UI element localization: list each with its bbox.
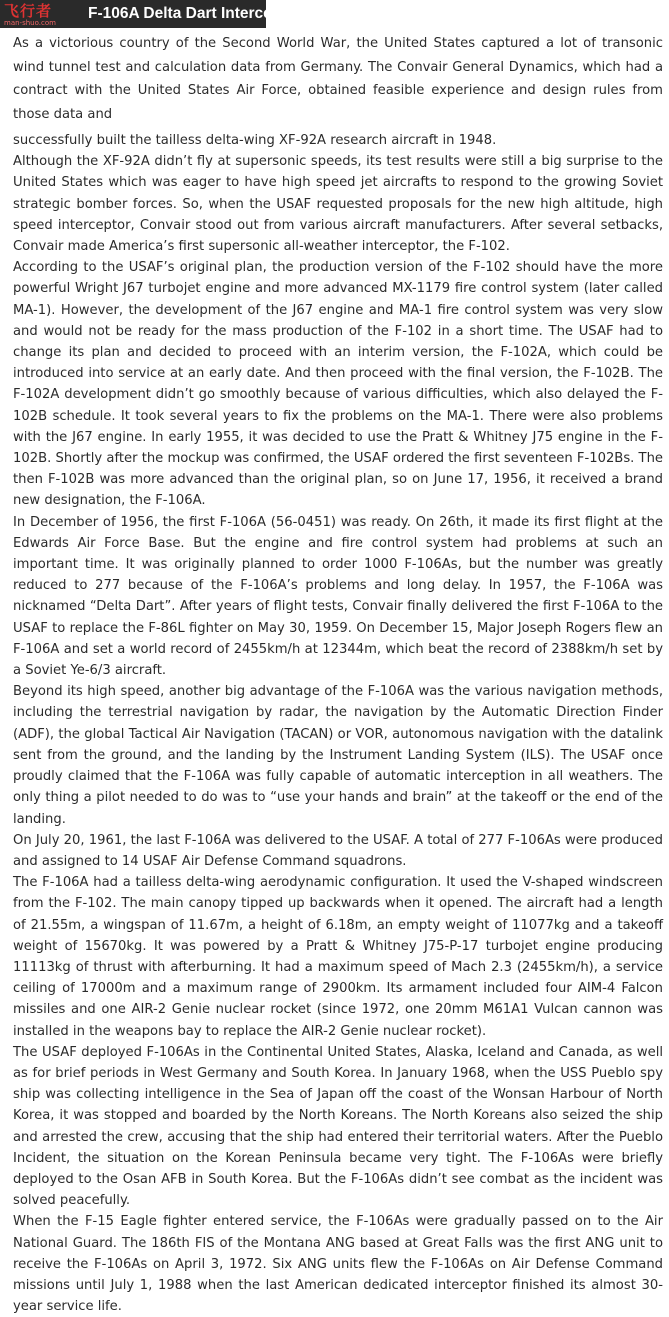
article-body	[13, 32, 663, 1317]
site-logo[interactable]	[4, 2, 84, 30]
paragraph-8: The USAF deployed F-106As in the Continental United States, Alaska, Iceland and Canada, as well as for brief periods in West Germany and South Korea. In January 1968, when the USS Pueblo spy ship was collecting intelligence in the Sea of Japan off the coast of the Wonsan Harbour of North Korea, it was stopped and boarded by the North Koreans. The North Koreans also seized the ship and arrested the crew, accusing that the ship had entered their territorial waters. After the Pueblo Incident, the situation on the Korean Peninsula became very tight. The F-106As were briefly deployed to the Osan AFB in South Korea. But the F-106As didn’t see combat as the incident was solved peacefully.	[13, 1044, 663, 1209]
paragraph-5: Beyond its high speed, another big advantage of the F-106A was the various navigation methods, including the terrestrial navigation by radar, the navigation by the Automatic Direction Finder (ADF), the global Tactical Air Navigation (TACAN) or VOR, autonomous navigation with the datalink sent from the ground, and the landing by the Instrument Landing System (ILS). The USAF once proudly claimed that the F-106A was fully capable of automatic interception in all weathers. The only thing a pilot needed to do was to “use your hands and brain” at the takeoff or the end of the landing.	[13, 684, 663, 827]
paragraph-7: The F-106A had a tailless delta-wing aerodynamic configuration. It used the V-shaped windscreen from the F-102. The main canopy tipped up backwards when it opened. The aircraft had a length of 21.55m, a wingspan of 11.67m, a height of 6.18m, an empty weight of 11077kg and a takeoff weight of 15670kg. It was powered by a Pratt & Whitney J75-P-17 turbojet engine producing 11113kg of thrust with afterburning. It had a maximum speed of Mach 2.3 (2455km/h), a service ceiling of 17000m and a maximum range of 2900km. Its armament included four AIM-4 Falcon missiles and one AIR-2 Genie nuclear rocket (since 1972, one 20mm M61A1 Vulcan cannon was installed in the weapons bay to replace the AIR-2 Genie nuclear rocket).	[13, 875, 663, 1039]
logo-url: man-shuo.com	[4, 19, 56, 27]
paragraph-2: Although the XF-92A didn’t fly at supersonic speeds, its test results were still a big surprise to the United States which was eager to have high speed jet aircrafts to respond to the growing Soviet strategic bomber forces. So, when the USAF requested proposals for the new high altitude, high speed interceptor, Convair stood out from various aircraft manufacturers. After several setbacks, Convair made America’s first supersonic all-weather interceptor, the F-102.	[13, 154, 663, 255]
logo-text: 飞行者	[4, 2, 53, 20]
page-title: F-106A Delta Dart Interceptor	[88, 5, 302, 22]
paragraph-1: As a victorious country of the Second World War, the United States captured a lot of transonic wind tunnel test and calculation data from Germany. The Convair General Dynamics, which had a contract with the United States Air Force, obtained feasible experience and design rules from those data and	[13, 36, 663, 122]
paragraph-4: In December of 1956, the first F-106A (56-0451) was ready. On 26th, it made its first flight at the Edwards Air Force Base. But the engine and fire control system had problems at such an important time. It was originally planned to order 1000 F-106As, but the number was greatly reduced to 277 because of the F-106A’s problems and long delay. In 1957, the F-106A was nicknamed “Delta Dart”. After years of flight tests, Convair finally delivered the first F-106A to the USAF to replace the F-86L fighter on May 30, 1959. On December 15, Major Joseph Rogers flew an F-106A and set a world record of 2455km/h at 12344m, which beat the record of 2388km/h set by a Soviet Ye-6/3 aircraft.	[13, 514, 663, 679]
paragraph-3: According to the USAF’s original plan, the production version of the F-102 should have the more powerful Wright J67 turbojet engine and more advanced MX-1179 fire control system (later called MA-1). However, the development of the J67 engine and MA-1 fire control system was very slow and would not be ready for the mass production of the F-102 in a short time. The USAF had to change its plan and decided to proceed with an interim version, the F-102A, which could be introduced into service at an early date. And then proceed with the final version, the F-102B. The F-102A development didn’t go smoothly because of various difficulties, which also delayed the F-102B schedule. It took several years to fix the problems on the MA-1. There were also problems with the J67 engine. In early 1955, it was decided to use the Pratt & Whitney J75 engine in the F-102B. Shortly after the mockup was confirmed, the USAF ordered the first seventeen F-102Bs. The then F-102B was more advanced than the original plan, so on June 17, 1956, it received a brand new designation, the F-106A.	[13, 260, 663, 509]
header-bar	[0, 0, 302, 28]
paragraph-9: When the F-15 Eagle fighter entered service, the F-106As were gradually passed on to the Air National Guard. The 186th FIS of the Montana ANG based at Great Falls was the first ANG unit to receive the F-106As on April 3, 1972. Six ANG units flew the F-106As on Air Defense Command missions until July 1, 1988 when the last American dedicated interceptor finished its almost 30-year service life.	[13, 1214, 663, 1315]
paragraph-6: On July 20, 1961, the last F-106A was delivered to the USAF. A total of 277 F-106As were produced and assigned to 14 USAF Air Defense Command squadrons.	[13, 832, 663, 869]
paragraph-1-continued: successfully built the tailless delta-wing XF-92A research aircraft in 1948.	[13, 133, 497, 148]
